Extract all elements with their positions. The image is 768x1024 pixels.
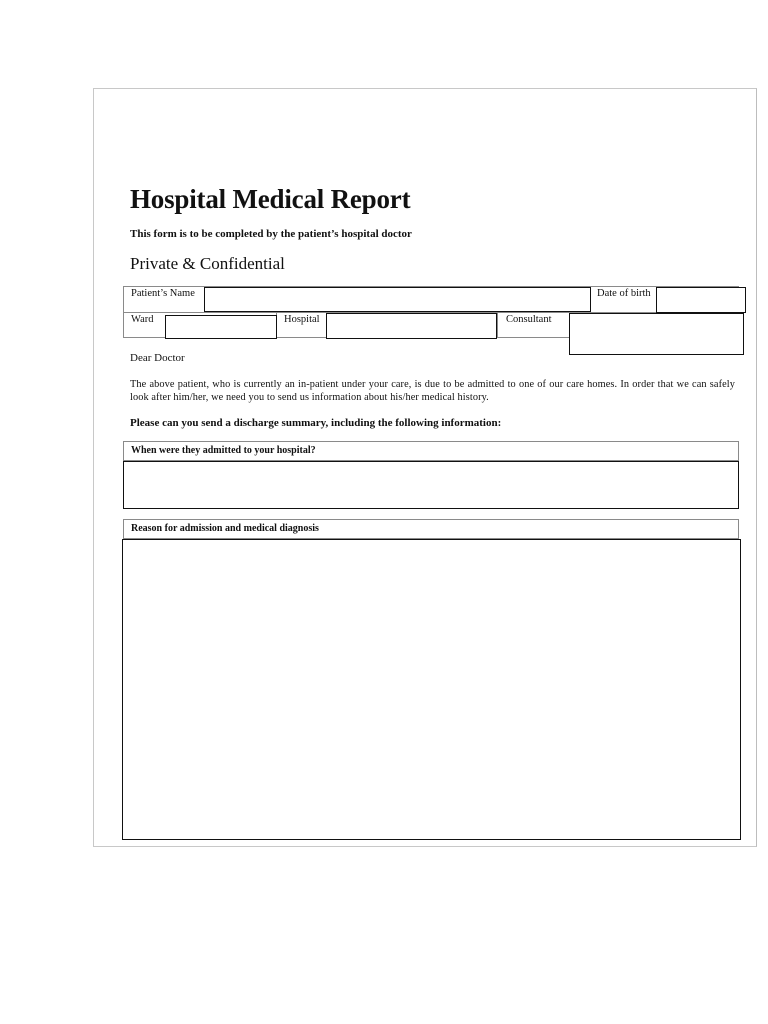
ward-label: Ward bbox=[131, 314, 154, 325]
date-of-birth-label: Date of birth bbox=[597, 288, 651, 299]
diagnosis-header bbox=[123, 519, 739, 539]
diagnosis-question: Reason for admission and medical diagnosis bbox=[131, 523, 319, 534]
diagnosis-answer-field[interactable] bbox=[122, 539, 741, 840]
admission-date-header bbox=[123, 441, 739, 461]
info-table-column-divider bbox=[497, 312, 498, 338]
form-title: Hospital Medical Report bbox=[130, 184, 411, 214]
hospital-field[interactable] bbox=[326, 313, 497, 339]
admission-date-answer-field[interactable] bbox=[123, 461, 739, 509]
confidentiality-notice: Private & Confidential bbox=[130, 254, 285, 273]
letter-body: The above patient, who is currently an in-patient under your care, is due to be admitted to one of our care homes. In order that we can safely look after him/her, we need you to send us information about his/her medical history. bbox=[130, 379, 735, 403]
consultant-label: Consultant bbox=[506, 314, 552, 325]
ward-field[interactable] bbox=[165, 315, 277, 339]
letter-salutation: Dear Doctor bbox=[130, 352, 185, 364]
admission-date-question: When were they admitted to your hospital? bbox=[131, 445, 316, 456]
date-of-birth-field[interactable] bbox=[656, 287, 746, 313]
patient-name-label: Patient’s Name bbox=[131, 288, 195, 299]
hospital-label: Hospital bbox=[284, 314, 320, 325]
consultant-field[interactable] bbox=[569, 313, 744, 355]
form-subtitle: This form is to be completed by the patient’s hospital doctor bbox=[130, 228, 412, 240]
discharge-summary-request: Please can you send a discharge summary, including the following information: bbox=[130, 417, 502, 429]
patient-name-field[interactable] bbox=[204, 287, 591, 312]
